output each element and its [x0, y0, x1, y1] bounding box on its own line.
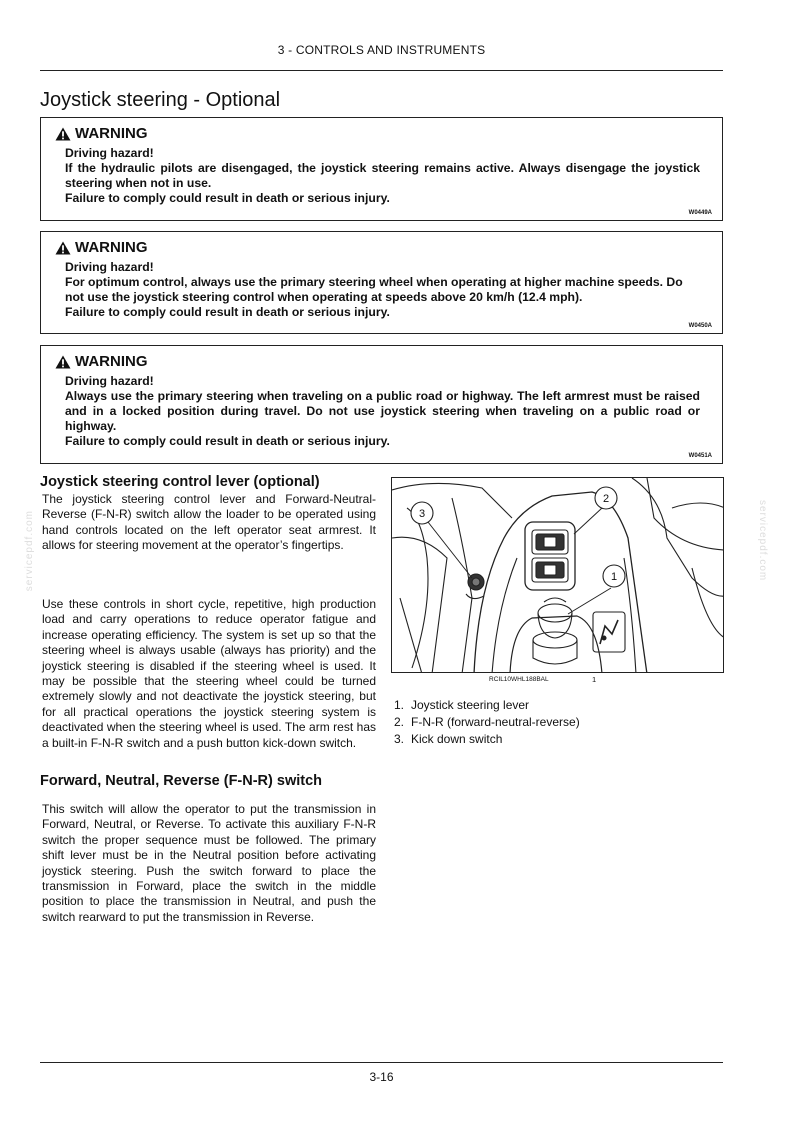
footer-rule: [40, 1062, 723, 1063]
warning-code: W0450A: [688, 323, 712, 329]
figure-legend: [394, 697, 580, 748]
warning-code: W0449A: [688, 210, 712, 216]
legend-text: Kick down switch: [411, 732, 503, 746]
header-rule: [40, 70, 723, 71]
warning-line: Failure to comply could result in death or serious injury.: [65, 434, 390, 448]
warning-line: Driving hazard!: [65, 374, 154, 388]
warning-text: [65, 146, 700, 206]
section-heading-joystick-lever: Joystick steering control lever (optional): [40, 474, 320, 490]
warning-line: Always use the primary steering when traveling on a public road or highway. The left armrest must be raised and in a locked position during travel. Do not use joystick steering when traveling on a public road or highway.: [65, 389, 700, 433]
warning-triangle-icon: [55, 127, 71, 141]
warning-triangle-icon: [55, 241, 71, 255]
warning-box: [40, 345, 723, 464]
paragraph: The joystick steering control lever and Forward-Neutral-Reverse (F-N-R) switch allow the loader to be operated using hand controls located on the left operator seat armrest. It allows for steering movement at the operator’s fingertips.: [42, 492, 376, 553]
warning-box: [40, 117, 723, 221]
paragraph: This switch will allow the operator to put the transmission in Forward, Neutral, or Reverse. To activate this auxiliary F-N-R switch the proper sequence must be followed. The primary shift lever must be in the Neutral position before activating joystick steering. Push the switch forward to place the transmission in Forward, place the switch in the middle position to place the transmission in Neutral, and push the switch rearward to put the transmission in Reverse.: [42, 802, 376, 924]
warning-line: For optimum control, always use the primary steering wheel when operating at higher machine speeds. Do not use the joystick steering control when operating at speeds above 20 km/h (12.4 mph).: [65, 275, 683, 304]
legend-number: 3.: [394, 732, 405, 746]
running-header: 3 - CONTROLS AND INSTRUMENTS: [277, 43, 486, 57]
legend-item: [394, 714, 580, 731]
warning-header: [55, 239, 148, 256]
warning-line: If the hydraulic pilots are disengaged, the joystick steering remains active. Always disengage the joystick steering when not in use.: [65, 161, 700, 190]
legend-item: [394, 731, 580, 748]
warning-triangle-icon: [55, 355, 71, 369]
warning-code: W0451A: [688, 453, 712, 459]
warning-label: WARNING: [75, 353, 148, 370]
joystick-armrest-illustration: [392, 478, 724, 673]
warning-line: Failure to comply could result in death or serious injury.: [65, 305, 390, 319]
figure-number: 1: [592, 675, 597, 684]
warning-header: [55, 125, 148, 142]
warning-box: [40, 231, 723, 334]
section-heading-fnr-switch: Forward, Neutral, Reverse (F-N-R) switch: [40, 773, 322, 789]
watermark: servicepdf.com: [757, 500, 768, 582]
legend-text: F-N-R (forward-neutral-reverse): [411, 715, 580, 729]
page-number: 3-16: [369, 1070, 394, 1084]
warning-text: [65, 260, 700, 320]
warning-line: Driving hazard!: [65, 146, 154, 160]
callout-1: 1: [610, 571, 618, 583]
paragraph: Use these controls in short cycle, repetitive, high production load and carry operations to reduce operator fatigue and increase operating efficiency. The system is set up so that the steering wheel is always usable (always has priority) and the joystick steering is disabled if the steering wheel is used. It may be possible that the steering wheel could be turned extremely slowly and not deactivate the joystick steering, but for all practical operations the joystick steering system is deactivated when the steering wheel is used. The arm rest has a built-in F-N-R switch and a push button kick-down switch.: [42, 597, 376, 750]
callout-2: 2: [602, 493, 610, 505]
warning-line: Failure to comply could result in death or serious injury.: [65, 191, 390, 205]
warning-label: WARNING: [75, 239, 148, 256]
page-title: Joystick steering - Optional: [40, 89, 281, 111]
legend-item: [394, 697, 580, 714]
legend-text: Joystick steering lever: [411, 698, 530, 712]
warning-header: [55, 353, 148, 370]
joystick-figure: [391, 477, 724, 673]
callout-3: 3: [418, 508, 426, 520]
watermark: servicepdf.com: [24, 510, 35, 592]
warning-text: [65, 374, 700, 449]
figure-code: RCIL10WHL188BAL: [489, 676, 549, 683]
warning-label: WARNING: [75, 125, 148, 142]
legend-number: 2.: [394, 715, 405, 729]
legend-number: 1.: [394, 698, 405, 712]
warning-line: Driving hazard!: [65, 260, 154, 274]
